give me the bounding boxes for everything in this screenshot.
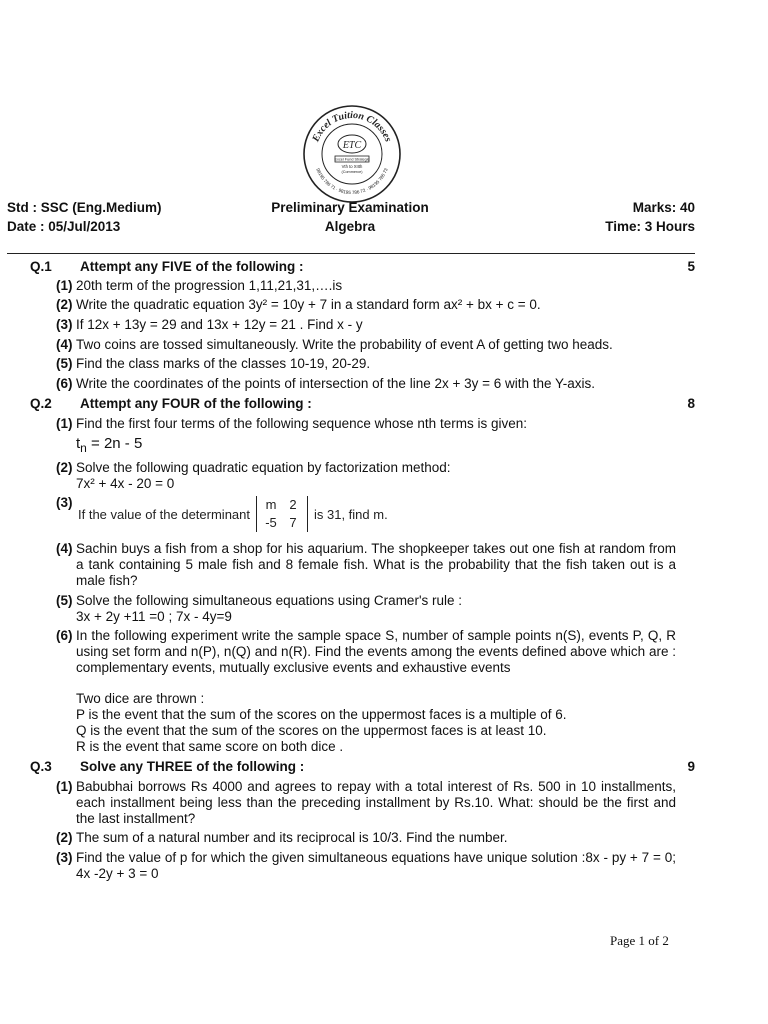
page-number: Page 1 of 2 bbox=[610, 933, 669, 948]
exam-title: Preliminary Examination bbox=[271, 200, 429, 215]
q3-marks: 9 bbox=[687, 759, 695, 774]
q3-item-2: (2) The sum of a natural number and its reciprocal is 10/3. Find the number. bbox=[56, 830, 508, 845]
q2-title: Attempt any FOUR of the following : bbox=[80, 396, 312, 411]
q2-item-2: (2) Solve the following quadratic equation by factorization method: 7x² + 4x - 20 = 0 bbox=[56, 460, 451, 491]
q1-item-3: (3) If 12x + 13y = 29 and 13x + 12y = 21 . Find x - y bbox=[56, 317, 363, 332]
q2-item-4: (4) Sachin buys a fish from a shop for his aquarium. The shopkeeper takes out one fish at random from a tank containing 5 male fish and 8 female fish. What is the probability that the fish taken out is a male fish? bbox=[56, 541, 676, 588]
logo-banner: Excel Fund Strategic bbox=[334, 157, 370, 162]
q1-title: Attempt any FIVE of the following : bbox=[80, 259, 304, 274]
time-label: Time: 3 Hours bbox=[605, 219, 695, 234]
q1-item-2: (2) Write the quadratic equation 3y² = 10y + 7 in a standard form ax² + bx + c = 0. bbox=[56, 297, 541, 312]
q3-title: Solve any THREE of the following : bbox=[80, 759, 305, 774]
q2-item-3-number: (3) bbox=[56, 495, 73, 510]
q1-item-6: (6) Write the coordinates of the points of intersection of the line 2x + 3y = 6 with the Y-axis. bbox=[56, 376, 596, 391]
q2-item-3-determinant: If the value of the determinant m 2 -5 7 is 31, find m. bbox=[78, 497, 388, 530]
std-label: Std : SSC (Eng.Medium) bbox=[7, 200, 162, 215]
determinant-matrix: m 2 -5 7 bbox=[256, 496, 308, 532]
q2-marks: 8 bbox=[687, 396, 695, 411]
logo-sub: (Commerce) bbox=[341, 170, 363, 174]
q1-number: Q.1 bbox=[30, 259, 52, 274]
logo-phones: 98195 786 71 · 98195 786 72 · 98195 786 73 bbox=[315, 167, 389, 196]
subject-title: Algebra bbox=[324, 219, 376, 234]
q1-marks: 5 bbox=[687, 259, 695, 274]
date-label: Date : 05/Jul/2013 bbox=[7, 219, 121, 234]
q2-item-1: (1) Find the first four terms of the following sequence whose nth terms is given: $t_n = 2n - 5$ bbox=[56, 416, 676, 457]
header-divider bbox=[7, 253, 695, 254]
q2-item-1-formula: $t_n = 2n - 5$ bbox=[76, 434, 143, 455]
q3-item-1: (1) Babubhai borrows Rs 4000 and agrees to repay with a total interest of Rs. 500 in 10 installments, each installment being less than the preceding installment by Rs.10. What: should be the first and the last installment? bbox=[56, 779, 676, 826]
logo-grades: Vth to XIIth bbox=[341, 164, 363, 169]
q2-item-6: (6) In the following experiment write the sample space S, number of sample points n(S), events P, Q, R using set form and n(P), n(Q) and n(R). Find the events among the events defined above which are : complementary events, mutually exclusive events and exhaustive events Two dice are thrown : P is the event that the sum of the scores on the uppermost faces is a multiple of 6. Q is the event that the sum of the scores on the uppermost faces is at least 10. R is the event that same score on both dice . bbox=[56, 628, 676, 754]
logo-ring-text: Excel Tuition Classes bbox=[310, 109, 394, 144]
q2-number: Q.2 bbox=[30, 396, 52, 411]
q3-number: Q.3 bbox=[30, 759, 52, 774]
institute-logo bbox=[302, 104, 402, 204]
marks-label: Marks: 40 bbox=[632, 200, 695, 215]
q1-item-5: (5) Find the class marks of the classes 10-19, 20-29. bbox=[56, 356, 371, 371]
q2-item-5: (5) Solve the following simultaneous equations using Cramer's rule : 3x + 2y +11 =0 ; 7x - 4y=9 bbox=[56, 593, 463, 624]
logo-monogram: ETC bbox=[342, 140, 362, 151]
q1-item-1: (1) 20th term of the progression 1,11,21,31,….is bbox=[56, 278, 343, 293]
q3-item-3: (3) Find the value of p for which the given simultaneous equations have unique solution :8x - py + 7 = 0; 4x -2y + 3 = 0 bbox=[56, 850, 676, 881]
q1-item-4: (4) Two coins are tossed simultaneously. Write the probability of event A of getting two heads. bbox=[56, 337, 613, 352]
